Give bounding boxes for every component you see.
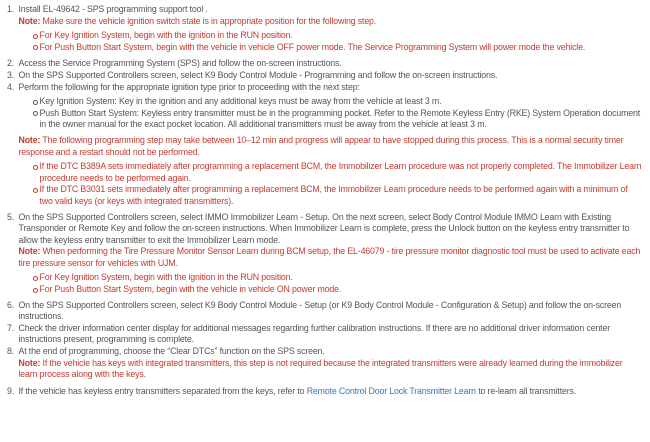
bullet-item: For Key Ignition System, begin with the ignition in the RUN position. [19, 30, 643, 42]
step-number: 2. [7, 58, 15, 69]
step-note [19, 135, 643, 158]
note-label: Note: [18, 15, 41, 26]
step-text [19, 386, 643, 398]
step-text: On the SPS Supported Controllers screen, select IMMO Immobilizer Learn - Setup. On the next screen, select Body Control Module IMMO Learn with Existing Transponder or Remote Key and follow the on-screen instructions. When Immobilizer Learn is complete, press the Unlock button on the keyless entry transmitter to allow the keyless entry transmitter to exit the Immobilizer Learn mode. [18, 211, 630, 245]
note-label: Note: [18, 357, 41, 368]
step-text-post: to re-learn all transmitters. [475, 385, 577, 396]
step-note [19, 16, 643, 28]
step-number: 5. [7, 211, 15, 222]
note-bullet-list [19, 272, 643, 295]
step-number: 7. [7, 322, 15, 333]
step-number: 6. [7, 299, 15, 310]
note-text: When performing the Tire Pressure Monitor Sensor Learn during BCM setup, the EL-46079 - tire pressure monitor diagnostic tool must be used to activate each tire pressure sensor for vehicles with UJM. [18, 246, 641, 268]
step-item-7 [0, 323, 642, 346]
note-label: Note: [18, 134, 41, 145]
step-number: 1. [7, 4, 15, 14]
bullet-item: If the DTC B389A sets immediately after programming a replacement BCM, the Immobilizer Learn procedure was not properly completed. The Immobilizer Learn procedure needs to be performed again. [19, 161, 643, 184]
step-text: On the SPS Supported Controllers screen, select K9 Body Control Module - Setup (or K9 Body Control Module - Configuration & Setup) and follow the on-screen instructions. [18, 299, 622, 322]
step-text: Perform the following for the appropriate ignition type prior to proceeding with the next step: [18, 81, 360, 92]
note-bullet-list [19, 30, 643, 53]
step-note [19, 358, 643, 381]
step-item-2 [0, 58, 642, 70]
bullet-item: For Push Button Start System, begin with the vehicle in vehicle ON power mode. [19, 284, 643, 296]
note-bullet-list [19, 161, 643, 207]
step-number: 9. [7, 385, 15, 396]
bullet-item: If the DTC B3031 sets immediately after programming a replacement BCM, the Immobilizer Learn procedure needs to be performed again with a minimum of two valid keys (or keys with integrated transmitters). [19, 184, 643, 207]
step-item-8 [0, 346, 642, 381]
step-item-4 [0, 82, 642, 208]
step-number: 8. [7, 346, 15, 357]
step-item-5 [0, 212, 642, 296]
step-item-1 [0, 4, 642, 53]
step-item-3 [0, 70, 642, 82]
step-text: At the end of programming, choose the “Clear DTCs” function on the SPS screen. [18, 346, 325, 357]
step-bullet-list [19, 96, 643, 131]
step-item-9 [0, 386, 642, 398]
step-text: Access the Service Programming System (SPS) and follow the on-screen instructions. [18, 58, 342, 69]
note-text: The following programming step may take between 10–12 min and progress will appear to have stopped during this process. This is a normal security timer response and a restart should not be performed. [18, 134, 624, 157]
remote-control-door-lock-transmitter-learn-link[interactable]: Remote Control Door Lock Transmitter Learn [306, 385, 476, 396]
bullet-item: Key Ignition System: Key in the ignition and any additional keys must be away from the vehicle at least 3 m. [19, 96, 643, 108]
bullet-item: For Key Ignition System, begin with the ignition in the RUN position. [19, 272, 643, 284]
procedure-steps [0, 4, 650, 397]
note-label: Note: [18, 246, 41, 257]
step-note [19, 246, 643, 269]
step-text: Check the driver information center display for additional messages regarding further calibration instructions. If there are no additional driver information center instructions present, programming is complete. [18, 322, 610, 345]
step-text: On the SPS Supported Controllers screen, select K9 Body Control Module - Programming and follow the on-screen instructions. [18, 69, 498, 80]
step-item-6 [0, 300, 642, 323]
bullet-item: Push Button Start System: Keyless entry transmitter must be in the programming pocket. Refer to the Remote Keyless Entry (RKE) System Operation document in the owner manual for the exact pocket location. All additional transmitters must be away from the vehicle at least 3 m. [19, 108, 643, 131]
bullet-item: For Push Button Start System, begin with the vehicle in vehicle OFF power mode. The Service Programming System will power mode the vehicle. [19, 42, 643, 54]
step-text-pre: If the vehicle has keyless entry transmitters separated from the keys, refer to [18, 385, 307, 396]
step-text: Install EL-49642 - SPS programming support tool . [18, 4, 208, 14]
step-number: 4. [7, 81, 15, 92]
note-text: If the vehicle has keys with integrated transmitters, this step is not required because the integrated transmitters were already learned during the immobilizer learn process along with the keys. [18, 357, 623, 380]
note-text: Make sure the vehicle ignition switch state is in appropriate position for the following step. [42, 15, 377, 26]
step-number: 3. [7, 69, 15, 80]
